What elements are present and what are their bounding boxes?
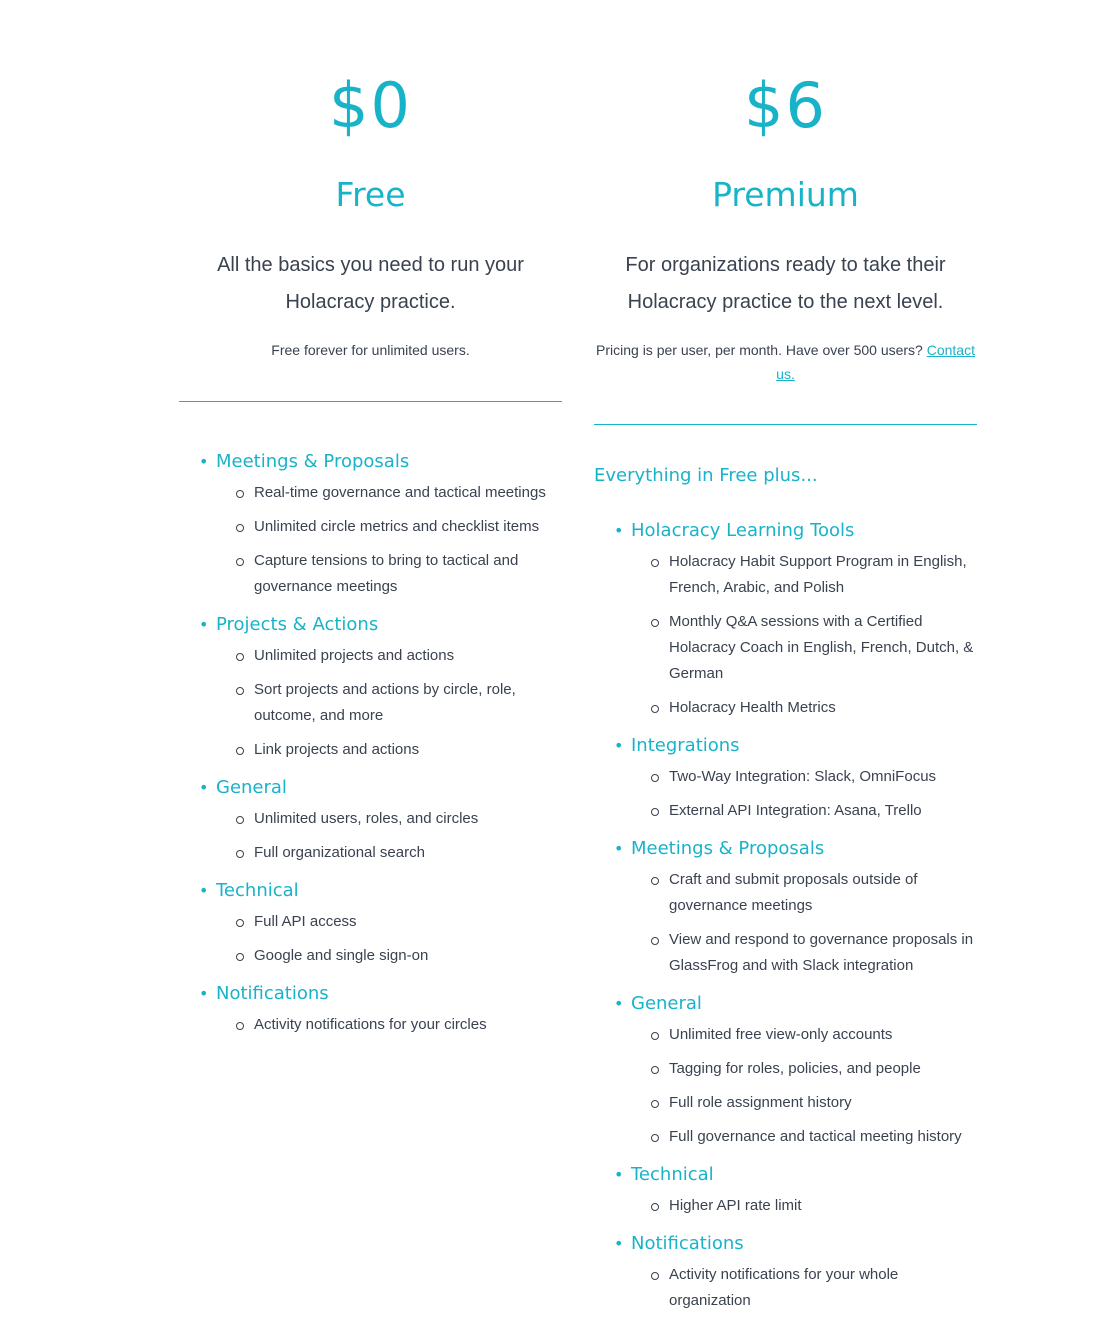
feature-section-title <box>594 1230 977 1258</box>
feature-item <box>669 863 977 923</box>
feature-item <box>254 905 562 939</box>
bullet-icon: • <box>614 736 624 755</box>
bullet-icon: • <box>614 1234 624 1253</box>
feature-section-title <box>594 517 977 545</box>
feature-items <box>594 863 977 983</box>
circle-bullet-icon <box>651 1134 659 1142</box>
feature-item-text: Full governance and tactical meeting history <box>669 1128 962 1145</box>
feature-items <box>179 802 562 870</box>
feature-item <box>254 802 562 836</box>
feature-item-text: Activity notifications for your circles <box>254 1016 487 1033</box>
feature-item <box>669 545 977 605</box>
feature-item-text: Holacracy Habit Support Program in English, French, Arabic, and Polish <box>669 553 967 596</box>
feature-item <box>254 939 562 973</box>
circle-bullet-icon <box>651 937 659 945</box>
plan-price: $0 <box>329 69 412 142</box>
feature-item-text: Google and single sign-on <box>254 947 429 964</box>
feature-section-title <box>179 448 562 476</box>
feature-section-title-text: Notifications <box>216 983 329 1004</box>
feature-item-text: External API Integration: Asana, Trello <box>669 802 922 819</box>
feature-section-title <box>179 877 562 905</box>
feature-items <box>179 905 562 973</box>
feature-item <box>254 1008 562 1042</box>
feature-items <box>179 476 562 604</box>
bullet-icon: • <box>614 994 624 1013</box>
feature-section-title-text: Technical <box>631 1164 714 1185</box>
feature-items <box>594 1018 977 1154</box>
bullet-icon: • <box>199 778 209 797</box>
bullet-icon: • <box>199 881 209 900</box>
feature-list <box>179 448 562 1042</box>
circle-bullet-icon <box>651 877 659 885</box>
feature-item-text: Tagging for roles, policies, and people <box>669 1060 921 1077</box>
feature-item-text: Holacracy Health Metrics <box>669 699 836 716</box>
feature-items <box>594 1258 977 1318</box>
divider <box>594 424 977 425</box>
circle-bullet-icon <box>651 1100 659 1108</box>
circle-bullet-icon <box>236 747 244 755</box>
circle-bullet-icon <box>651 1066 659 1074</box>
feature-section-title <box>594 990 977 1018</box>
feature-section-title <box>594 732 977 760</box>
feature-item <box>669 1086 977 1120</box>
feature-section <box>594 835 977 983</box>
feature-item-text: Activity notifications for your whole organization <box>669 1266 899 1309</box>
feature-section <box>594 990 977 1154</box>
plan-tagline-line: Holacracy practice. <box>285 291 456 313</box>
feature-items <box>594 545 977 725</box>
feature-item <box>669 923 977 983</box>
feature-item <box>669 1052 977 1086</box>
feature-item <box>669 605 977 691</box>
feature-item <box>254 544 562 604</box>
circle-bullet-icon <box>236 1022 244 1030</box>
feature-item-text: Link projects and actions <box>254 741 420 758</box>
circle-bullet-icon <box>651 1272 659 1280</box>
feature-item <box>669 691 977 725</box>
feature-section-title <box>179 774 562 802</box>
feature-item-text: View and respond to governance proposals in GlassFrog and with Slack integration <box>669 931 974 974</box>
feature-section-title-text: Meetings & Proposals <box>631 838 825 859</box>
feature-item-text: Unlimited circle metrics and checklist items <box>254 518 540 535</box>
feature-list <box>594 517 977 1318</box>
feature-section-title-text: General <box>631 993 702 1014</box>
bullet-icon: • <box>614 839 624 858</box>
contact-us-link[interactable]: Contact us. <box>776 342 975 382</box>
circle-bullet-icon <box>236 687 244 695</box>
circle-bullet-icon <box>651 705 659 713</box>
plan-note <box>594 338 977 386</box>
plan-tagline <box>179 247 562 321</box>
feature-section <box>594 517 977 725</box>
feature-item-text: Full role assignment history <box>669 1094 852 1111</box>
circle-bullet-icon <box>651 559 659 567</box>
feature-item <box>254 673 562 733</box>
feature-section-title-text: Integrations <box>631 735 740 756</box>
feature-section <box>179 611 562 767</box>
plan-name: Free <box>335 175 406 214</box>
feature-item-text: Capture tensions to bring to tactical and governance meetings <box>254 552 519 595</box>
plan-note-text: Free forever for unlimited users. <box>271 342 470 358</box>
feature-item <box>669 1258 977 1318</box>
bullet-icon: • <box>199 452 209 471</box>
feature-item <box>669 1189 977 1223</box>
circle-bullet-icon <box>651 808 659 816</box>
feature-section-title-text: Holacracy Learning Tools <box>631 520 855 541</box>
feature-section-title-text: Meetings & Proposals <box>216 451 410 472</box>
feature-item-text: Monthly Q&A sessions with a Certified Holacracy Coach in English, French, Dutch, & German <box>669 613 974 682</box>
circle-bullet-icon <box>651 774 659 782</box>
feature-item <box>254 510 562 544</box>
circle-bullet-icon <box>236 558 244 566</box>
circle-bullet-icon <box>236 524 244 532</box>
circle-bullet-icon <box>651 1203 659 1211</box>
feature-section-title-text: Notifications <box>631 1233 744 1254</box>
feature-item-text: Full API access <box>254 913 357 930</box>
feature-item <box>669 794 977 828</box>
plan-name: Premium <box>712 175 859 214</box>
circle-bullet-icon <box>236 490 244 498</box>
feature-item <box>254 836 562 870</box>
feature-item-text: Full organizational search <box>254 844 425 861</box>
feature-item-text: Unlimited free view-only accounts <box>669 1026 893 1043</box>
everything-in-free-label: Everything in Free plus... <box>594 465 818 486</box>
bullet-icon: • <box>199 984 209 1003</box>
feature-item <box>254 733 562 767</box>
feature-items <box>179 1008 562 1042</box>
feature-section-title <box>179 980 562 1008</box>
circle-bullet-icon <box>651 619 659 627</box>
feature-item-text: Sort projects and actions by circle, role, outcome, and more <box>254 681 516 724</box>
plan-tagline <box>594 247 977 321</box>
bullet-icon: • <box>199 615 209 634</box>
circle-bullet-icon <box>236 953 244 961</box>
plan-tagline-line: For organizations ready to take their <box>625 254 946 276</box>
feature-item-text: Two-Way Integration: Slack, OmniFocus <box>669 768 937 785</box>
divider <box>179 401 562 402</box>
plan-note-text: Pricing is per user, per month. Have over 500 users? <box>596 342 923 358</box>
plan-tagline-line: Holacracy practice to the next level. <box>627 291 944 313</box>
circle-bullet-icon <box>651 1032 659 1040</box>
feature-section <box>179 877 562 973</box>
circle-bullet-icon <box>236 816 244 824</box>
feature-section-title-text: Projects & Actions <box>216 614 379 635</box>
plan-tagline-line: All the basics you need to run your <box>217 254 524 276</box>
circle-bullet-icon <box>236 653 244 661</box>
feature-section <box>179 980 562 1042</box>
feature-item-text: Craft and submit proposals outside of governance meetings <box>669 871 918 914</box>
plan-price: $6 <box>744 69 827 142</box>
feature-item-text: Real-time governance and tactical meetings <box>254 484 546 501</box>
feature-items <box>594 1189 977 1223</box>
plan-note <box>179 338 562 362</box>
feature-items <box>179 639 562 767</box>
feature-items <box>594 760 977 828</box>
bullet-icon: • <box>614 1165 624 1184</box>
circle-bullet-icon <box>236 919 244 927</box>
bullet-icon: • <box>614 521 624 540</box>
feature-section-title-text: Technical <box>216 880 299 901</box>
feature-section <box>594 1161 977 1223</box>
feature-item <box>669 760 977 794</box>
feature-section-title <box>594 1161 977 1189</box>
feature-item-text: Higher API rate limit <box>669 1197 802 1214</box>
feature-item <box>669 1018 977 1052</box>
feature-section-title-text: General <box>216 777 287 798</box>
feature-section <box>179 448 562 604</box>
feature-section-title <box>179 611 562 639</box>
feature-section-title <box>594 835 977 863</box>
circle-bullet-icon <box>236 850 244 858</box>
feature-section <box>594 732 977 828</box>
feature-item <box>254 639 562 673</box>
feature-item-text: Unlimited projects and actions <box>254 647 455 664</box>
feature-section <box>594 1230 977 1318</box>
feature-item-text: Unlimited users, roles, and circles <box>254 810 479 827</box>
feature-section <box>179 774 562 870</box>
feature-item <box>254 476 562 510</box>
feature-item <box>669 1120 977 1154</box>
